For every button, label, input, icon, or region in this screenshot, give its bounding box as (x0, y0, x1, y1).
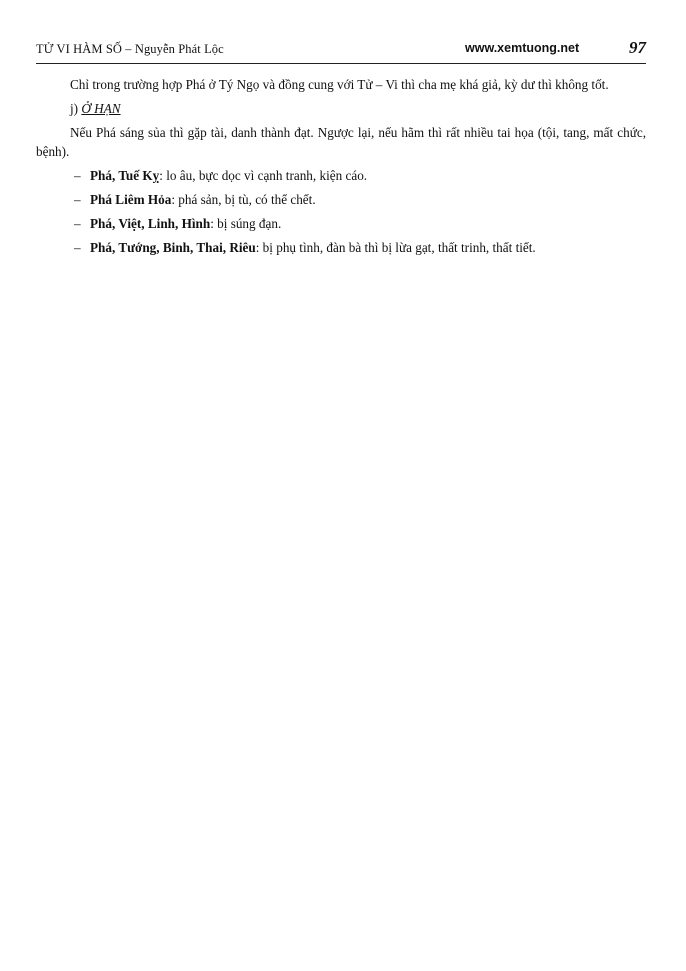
list-item-term: Phá, Tướng, Binh, Thai, Riêu (90, 240, 256, 255)
list-item-term: Phá, Tuế Kỵ (90, 168, 160, 183)
section-prefix: j) (70, 101, 79, 116)
book-title: TỬ VI HÀM SỐ – Nguyễn Phát Lộc (36, 42, 224, 56)
list-dash: – (74, 216, 81, 231)
section-heading (36, 99, 646, 118)
combination-list (36, 166, 646, 257)
website-url: www.xemtuong.net (465, 41, 580, 55)
list-item (36, 238, 646, 257)
page-header (36, 38, 648, 64)
section-title: Ở HẠN (81, 101, 121, 116)
page-number: 97 (629, 38, 646, 57)
header-rule (36, 63, 646, 64)
list-item-text: : bị phụ tình, đàn bà thì bị lừa gạt, thất trinh, thất tiết. (255, 240, 536, 255)
paragraph-han: Nếu Phá sáng sủa thì gặp tài, danh thành đạt. Ngược lại, nếu hãm thì rất nhiều tai họa (tội, tang, mất chức, bệnh). (36, 125, 646, 159)
list-dash: – (74, 240, 81, 255)
list-item (36, 214, 646, 233)
list-item (36, 190, 646, 209)
list-dash: – (74, 168, 81, 183)
list-item-text: : lo âu, bực dọc vì cạnh tranh, kiện cáo. (159, 168, 368, 183)
list-item-term: Phá, Việt, Linh, Hình (90, 216, 211, 231)
list-dash: – (74, 192, 81, 207)
list-item-text: : phá sản, bị tù, có thể chết. (171, 192, 316, 207)
paragraph-parents: Chỉ trong trường hợp Phá ở Tý Ngọ và đồng cung với Tử – Vi thì cha mẹ khá giả, kỳ dư thì không tốt. (70, 77, 609, 92)
list-item-term: Phá Liêm Hỏa (90, 192, 172, 207)
page-content (36, 75, 646, 262)
list-item-text: : bị súng đạn. (210, 216, 282, 231)
list-item (36, 166, 646, 185)
